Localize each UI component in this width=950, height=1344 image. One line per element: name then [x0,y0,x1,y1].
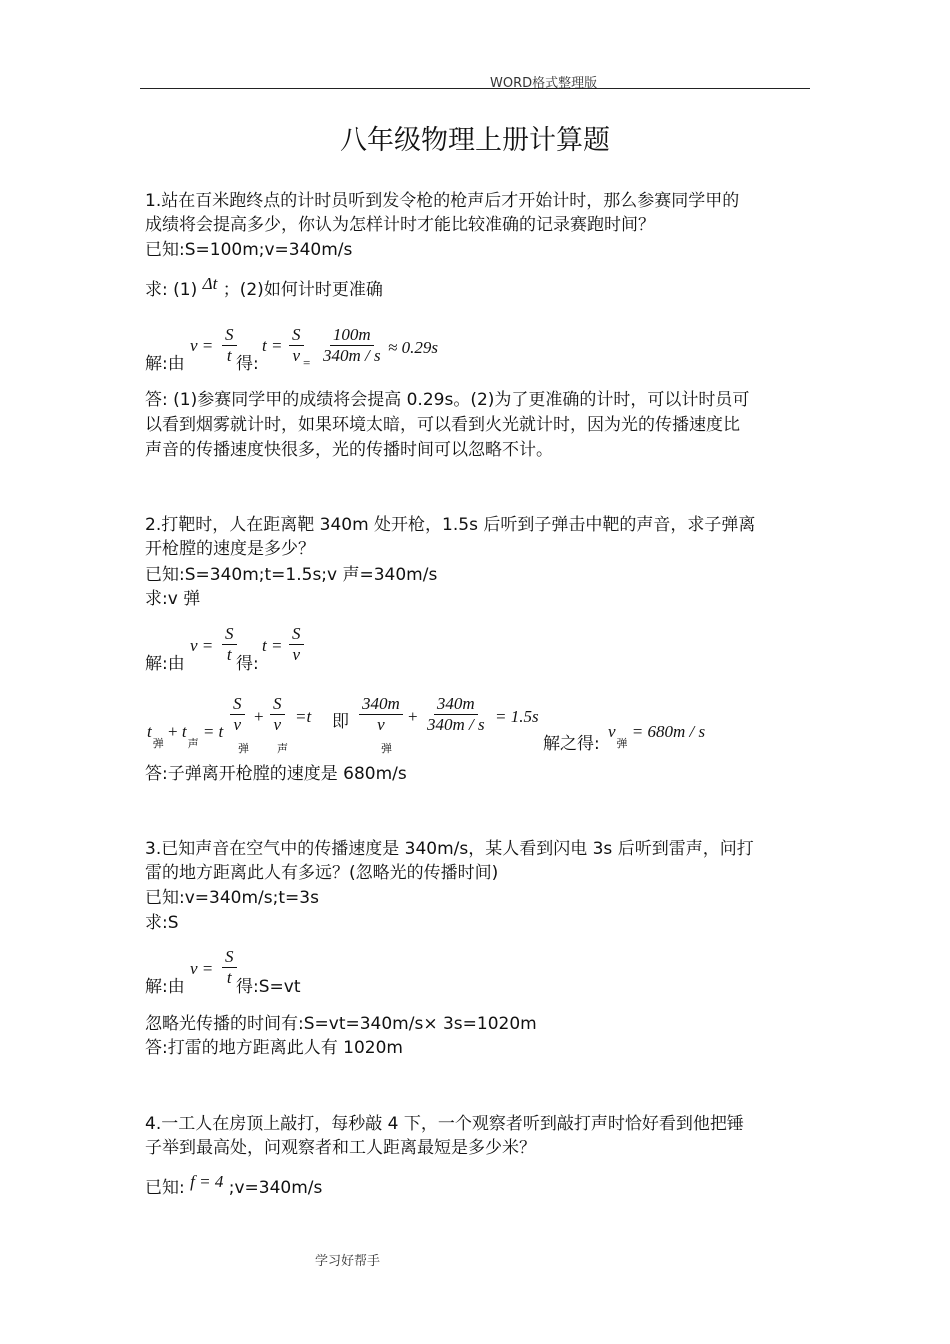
q2-frac-num: S [222,624,237,645]
page-title: 八年级物理上册计算题 [340,125,610,156]
q1-answer-line2: 以看到烟雾就计时，如果环境太暗，可以看到火光就计时，因为光的传播速度比 [145,415,740,435]
q4-f-eq: f = 4 [190,1172,224,1191]
q2-f3-den: v [233,715,242,734]
q2-frac-s-v [285,624,308,665]
q4-text-line1: 4.一工人在房顶上敲打，每秒敲 4 下，一个观察者听到敲打声时恰好看到他把锤 [145,1114,744,1134]
q2-eq-15: = 1.5s [495,707,539,726]
q1-frac-num: S [222,325,237,346]
q2-sum-eq [147,722,224,750]
q2-frac-340-340 [420,694,492,735]
q1-seek-delta: Δt [202,274,218,293]
q1-eq-sign: = [303,355,311,370]
q2-frac-s-vsheng [266,694,289,735]
q1-seek-suffix: ；(2)如何计时更准确 [222,280,383,300]
q3-seek: 求:S [145,913,179,933]
q1-answer-line3: 声音的传播速度快很多，光的传播时间可以忽略不计。 [145,440,553,460]
q2-sub-sheng: 声 [187,737,199,750]
q2-t-eq: t = [262,636,283,655]
q2-v-dan-sub: 弹 [616,737,628,750]
q3-calc: 忽略光传播的时间有:S=vt=340m/s× 3s=1020m [145,1014,537,1034]
q2-sub-sheng-2: 声 [277,742,288,755]
q2-t-dan: t [147,722,152,741]
q4-known [145,1172,323,1200]
q3-known: 已知:v=340m/s;t=3s [145,888,319,908]
q1-seek-prefix: 求: (1) [145,280,198,300]
q2-ji: 即 [332,712,349,731]
q2-v-dan [608,722,706,750]
q2-frac-340-v [355,694,407,735]
header-rule [140,88,810,89]
q1-solve-prefix: 解:由 [145,354,185,374]
q1-v-eq: v = [190,336,214,355]
q2-eq-t-2: =t [295,707,312,726]
q1-approx: ≈ 0.29s [388,338,438,357]
q2-t-sheng: t [181,722,187,741]
q2-frac-den: t [226,645,232,664]
q3-text-line2: 雷的地方距离此人有多远？(忽略光的传播时间) [145,863,499,883]
q2-f3-num: S [230,694,245,715]
q1-frac-calc [316,325,388,366]
q3-v-eq: v = [190,959,214,978]
q1-calc-den: 340m / s [323,346,381,365]
q2-frac-s-vdan [226,694,249,735]
q2-v-dan-sym: v [608,722,616,741]
q1-calc-num: 100m [330,325,374,346]
q2-f5-den: v [377,715,385,734]
q1-text-line1: 1.站在百米跑终点的计时员听到发令枪的枪声后才开始计时，那么参赛同学甲的 [145,191,740,211]
q2-f6-num: 340m [434,694,478,715]
q2-text-line1: 2.打靶时，人在距离靶 340m 处开枪，1.5s 后听到子弹击中靶的声音，求子弹离 [145,515,756,535]
q1-text-line2: 成绩将会提高多少，你认为怎样计时才能比较准确的记录赛跑时间？ [145,215,655,235]
q1-known: 已知:S=100m;v=340m/s [145,240,353,260]
q3-frac-num: S [222,947,237,968]
q3-get: 得:S=vt [236,977,301,997]
page-footer: 学习好帮手 [315,1254,381,1269]
q2-f4-num: S [270,694,285,715]
q4-known-prefix: 已知: [145,1178,185,1198]
q2-plus-3: + [408,707,418,726]
q2-frac2-num: S [289,624,304,645]
q2-seek: 求:v 弹 [145,589,201,609]
q1-frac2-num: S [289,325,304,346]
q2-plus: + [167,722,178,741]
q3-answer: 答:打雷的地方距离此人有 1020m [145,1038,403,1058]
q3-text-line1: 3.已知声音在空气中的传播速度是 340m/s，某人看到闪电 3s 后听到雷声，问打 [145,839,754,859]
q4-known-suffix: ;v=340m/s [228,1178,323,1198]
q4-text-line2: 子举到最高处，问观察者和工人距离最短是多少米？ [145,1138,536,1158]
q2-answer: 答:子弹离开枪膛的速度是 680m/s [145,764,407,784]
q2-plus-2: + [254,707,264,726]
q2-frac2-den: v [292,645,301,664]
q1-frac2-den: v [292,346,301,365]
q3-frac-den: t [226,968,232,987]
page-header-label: WORD格式整理版 [490,76,598,91]
q1-seek [145,274,383,302]
q2-text-line2: 开枪膛的速度是多少？ [145,539,315,559]
q2-sub-dan-2: 弹 [238,742,249,755]
q2-known: 已知:S=340m;t=1.5s;v 声=340m/s [145,565,438,585]
q2-get: 得: [236,654,259,674]
q3-solve-prefix: 解:由 [145,977,185,997]
q2-result: = 680m / s [631,722,706,741]
q1-answer-line1: 答: (1)参赛同学甲的成绩将会提高 0.29s。(2)为了更准确的计时，可以计时员可 [145,390,750,410]
q1-get: 得: [236,354,259,374]
q2-f6-den: 340m / s [427,715,485,734]
q1-t-eq: t = [262,336,283,355]
q2-f5-num: 340m [359,694,403,715]
q2-solve-prefix: 解:由 [145,654,185,674]
q2-v-eq: v = [190,636,214,655]
q2-sub-dan-3: 弹 [381,742,392,755]
q2-sub-dan: 弹 [152,737,164,750]
q1-frac-den: t [226,346,232,365]
q2-f4-den: v [273,715,282,734]
q2-jie: 解之得: [543,734,600,754]
q2-eq-t: = t [202,722,224,741]
